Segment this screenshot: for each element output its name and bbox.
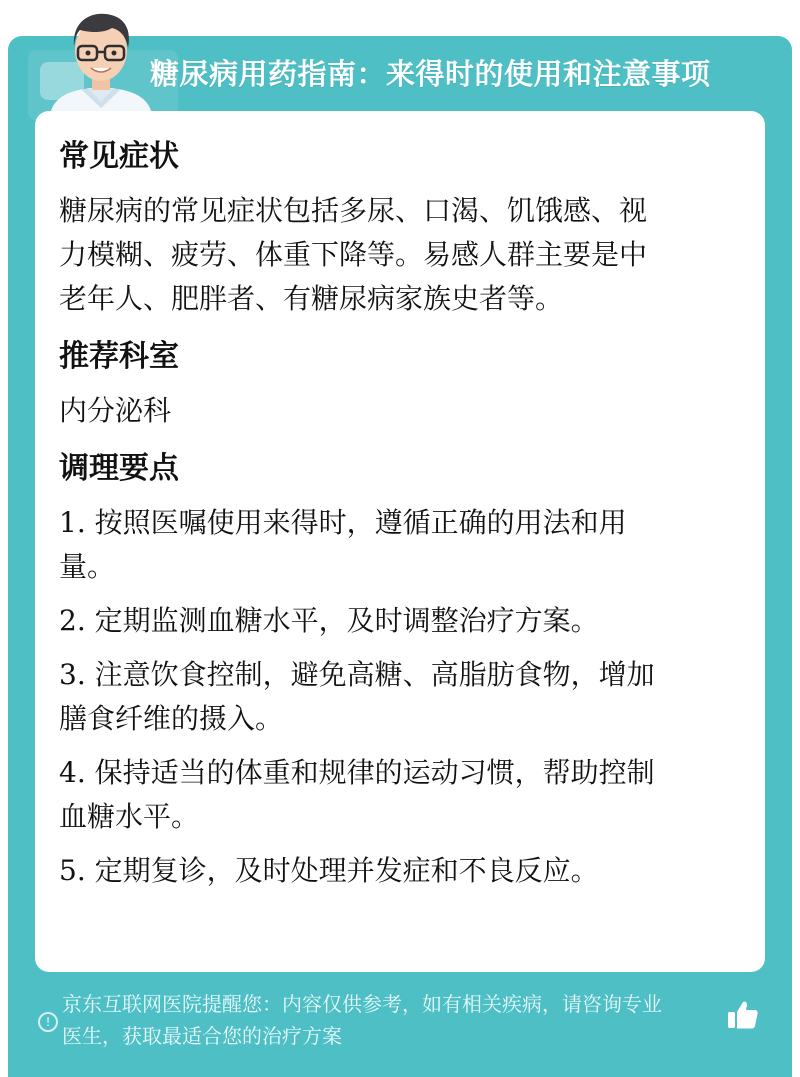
section-title-department: 推荐科室 xyxy=(59,339,179,374)
department-name: 内分泌科 xyxy=(59,394,172,427)
item-number: 3. xyxy=(59,658,86,691)
list-item xyxy=(59,599,741,643)
item-text: 注意饮食控制，避免高糖、高脂肪食物，增加 xyxy=(94,658,655,691)
content-card xyxy=(35,111,765,972)
page-title: 糖尿病用药指南：来得时的使用和注意事项 xyxy=(150,57,711,91)
section-title-care-points: 调理要点 xyxy=(59,451,179,486)
item-text: 血糖水平。 xyxy=(59,800,200,833)
list-item xyxy=(59,653,741,741)
symptoms-line: 力模糊、疲劳、体重下降等。易感人群主要是中 xyxy=(59,238,648,271)
item-number: 5. xyxy=(59,854,86,887)
section-body-symptoms xyxy=(59,189,741,321)
list-item xyxy=(59,751,741,839)
item-text: 保持适当的体重和规律的运动习惯，帮助控制 xyxy=(94,756,655,789)
item-text: 定期复诊，及时处理并发症和不良反应。 xyxy=(94,854,599,887)
thumbs-up-icon[interactable] xyxy=(726,998,760,1032)
disclaimer-footer xyxy=(0,986,800,1066)
section-title-symptoms: 常见症状 xyxy=(59,139,179,174)
info-icon: ! xyxy=(38,1012,58,1032)
item-number: 1. xyxy=(59,506,86,539)
disclaimer-line: 京东互联网医院提醒您：内容仅供参考，如有相关疾病，请咨询专业 xyxy=(62,992,662,1016)
disclaimer-text xyxy=(62,988,722,1052)
disclaimer-line: 医生，获取最适合您的治疗方案 xyxy=(62,1024,342,1048)
item-number: 2. xyxy=(59,604,86,637)
list-item xyxy=(59,849,741,893)
item-text: 量。 xyxy=(59,550,116,583)
symptoms-line: 糖尿病的常见症状包括多尿、口渴、饥饿感、视 xyxy=(59,194,648,227)
list-item xyxy=(59,501,741,589)
care-points-list xyxy=(59,501,741,893)
section-body-department xyxy=(59,389,741,433)
item-text: 定期监测血糖水平，及时调整治疗方案。 xyxy=(94,604,599,637)
item-text: 按照医嘱使用来得时，遵循正确的用法和用 xyxy=(94,506,627,539)
symptoms-line: 老年人、肥胖者、有糖尿病家族史者等。 xyxy=(59,282,564,315)
item-number: 4. xyxy=(59,756,86,789)
item-text: 膳食纤维的摄入。 xyxy=(59,702,284,735)
doctor-avatar xyxy=(42,8,160,114)
